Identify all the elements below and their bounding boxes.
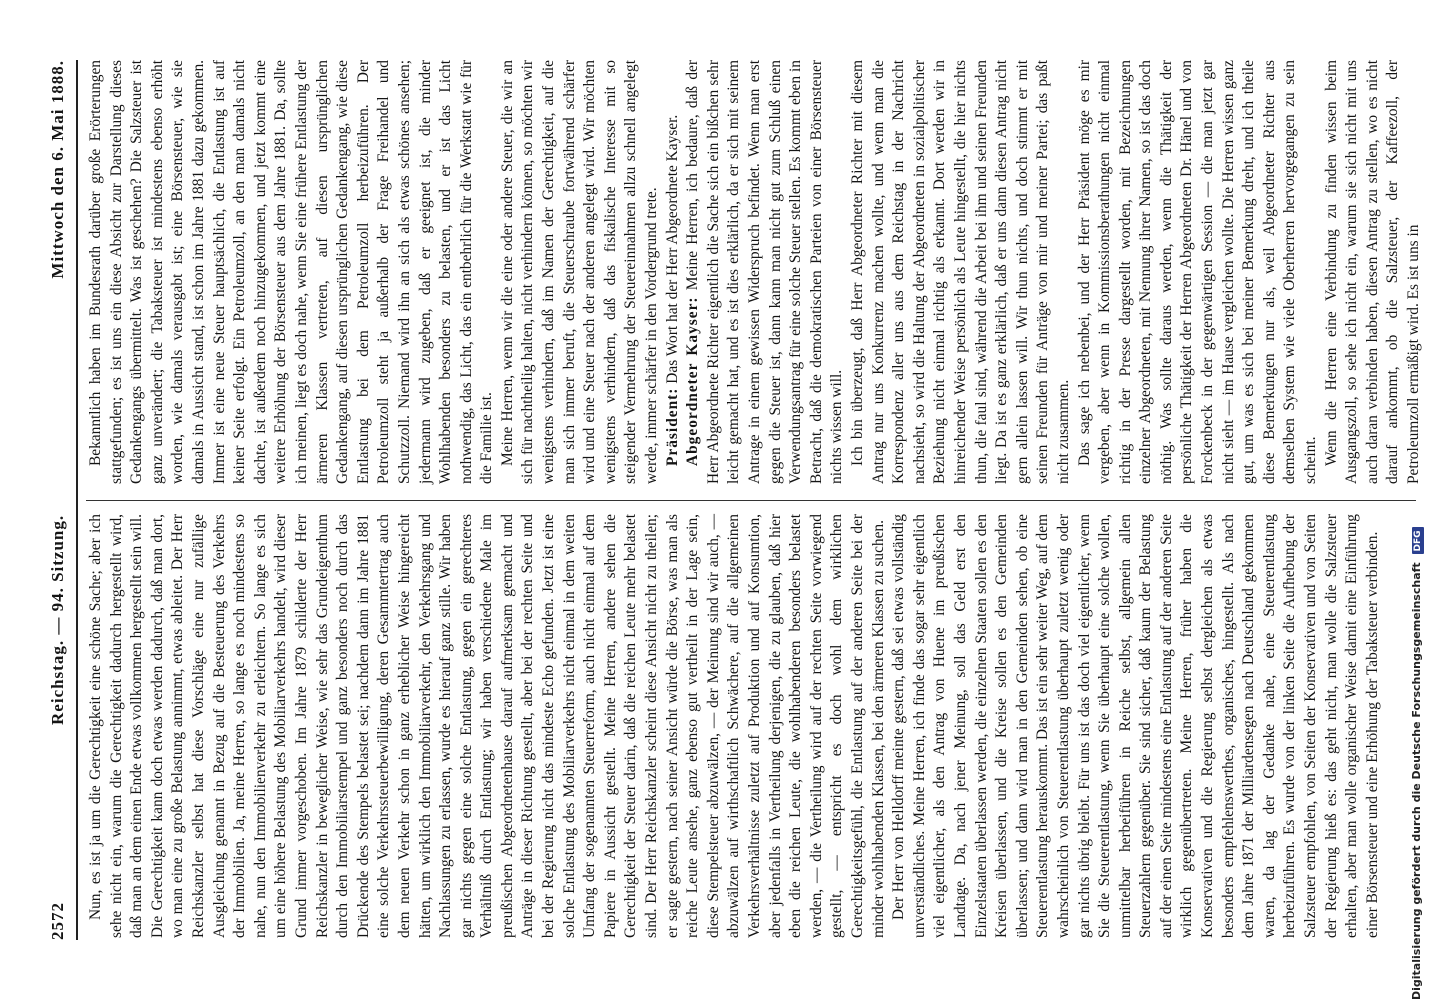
right-column: [86, 60, 1422, 484]
digitization-credit: [1410, 0, 1430, 1000]
speaker-name: Präsident:: [663, 387, 681, 466]
page-header: [48, 60, 74, 940]
column-divider: [86, 500, 1416, 501]
paragraph: Ich bin überzeugt, daß Herr Abgeordneter Richter mit diesem Antrag nur uns Konkurrenz machen wollte, und wenn man die Korrespondenz aller uns aus dem Reichstag in der Nachricht nachsieht, so wird die Haltung der Abgeordneten in sozialpolitischer Beziehung nicht einmal richtig als erkannt. Dort werden wir in hinreichender Weise persönlich als Leute hingestellt, die hier nichts thun, die faul sind, während die Arbeit bei ihm und seinen Freunden liegt. Da ist es ganz erklärlich, daß er uns dann diesen Antrag nicht gern allein lassen will. Wir thun nichts, und doch stimmt er mit seinen Freunden für Anträge von mir und meiner Partei; das paßt nicht zusammen.: [848, 60, 1072, 484]
paragraph: Das sage ich nebenbei, und der Herr Präsident möge es mir vergeben, aber wenn in Kommissionsberathungen nicht einmal richtig in der Presse dargestellt worden, mit Bezeichnungen einzelner Abgeordneten, mit Nennung ihrer Namen, so ist das doch nöthig. Was sollte daraus werden, wenn die Thätigkeit der persönliche Thätigkeit der Herren Abgeordneten Dr. Hänel und von Forckenbeck in der gegenwärtigen Session — die man jetzt gar nicht sieht — im Hause vergleichen wollte. Die Herren wissen ganz gut, um was es sich bei meiner Bemerkung dreht, und ich theile diese Bemerkungen nur als, weil Abgeordneter Richter aus demselben System wie viele Oberherren hervorgegangen zu sein scheint.: [1075, 60, 1320, 484]
paragraph: Abgeordneter Kayser: Meine Herren, ich bedaure, daß der Herr Abgeordnete Richter eigentlich die Sache sich ein bißchen sehr leicht gemacht hat, und es ist dies erklärlich, da er sich mit seinem Antrage in einem gewissen Widerspruch befindet. Wenn man erst gegen die Steuer ist, dann kann man nicht gut zum Schluß einen Verwendungsantrag für eine solche Steuer stellen. Es kommt eben in Betracht, daß die demokratischen Parteien von einer Börsensteuer nichts wissen will.: [684, 60, 846, 484]
paragraph: Der Herr von Helldorff meinte gestern, daß sei etwas vollständig unverständliches. Meine Herren, ich finde das sogar sehr eigentlich viel eigentlicher, als den Antrag von Huene im preußischen Landtage. Da, nach jener Meinung, soll das Geld erst den Einzelstaaten überlassen werden, die einzelnen Staaten sollen es den Kreisen überlassen, und die Kreise sollen es den Gemeinden überlassen; und dann wird man in den Gemeinden sehen, ob eine Steuerentlastung herauskommt. Das ist ein sehr weiter Weg, auf dem wahrscheinlich von Steuerentlastung überhaupt zuletzt wenig oder gar nichts übrig bleibt. Für uns ist das doch viel eigentlicher, wenn Sie die Steuerentlastung, wenn Sie überhaupt eine solche wollen, unmittelbar herbeiführen in Reiche selbst, allgemein allen Steuerzahlern gegenüber. Sie sind sicher, daß kaum der Belastung auf der einen Seite mindestens eine Entlastung auf der anderen Seite wirklich gegenübertreten. Meine Herren, früher haben die Konservativen und die Regierung selbst dergleichen als etwas besonders empfehlenswerthes, organisches, hingestellt. Als nach dem Jahre 1871 der Milliardensegen nach Deutschland gekommen waren, da lag der Gedanke nahe, eine Steuerentlastung herbeizuführen. Es wurde von der linken Seite die Aufhebung der Salzsteuer empfohlen, von Seiten der Konservativen und von Seiten der Regierung hieß es: das geht nicht, man wolle die Salzsteuer erhalten, aber man wolle organischer Weise damit eine Einführung einer Börsensteuer und eine Erhöhung der Tabaksteuer verbinden.: [890, 514, 1381, 938]
credit-text: Digitalisierung gefördert durch die Deutsche Forschungsgemeinschaft: [1410, 562, 1423, 1000]
paragraph: Meine Herren, wenn wir die eine oder andere Steuer, die wir an sich für nachtheilig halten, nicht verhindern können, so möchten wir wenigstens verhindern, daß im Namen der Gerechtigkeit, auf die man sich immer beruft, die Steuerschraube fortwährend schärfer wird und eine Steuer nach der anderen angelegt wird. Wir möchten wenigstens verhindern, daß das fiskalische Interesse mit so steigender Vermehrung der Steuereinnahmen allzu schnell angelegt werde, immer schärfer in den Vordergrund trete.: [498, 60, 661, 484]
speaker-name: Abgeordneter Kayser:: [684, 296, 702, 466]
header-rule: [76, 60, 78, 940]
paragraph: Wenn die Herren eine Verbindung zu finden wissen beim Ausgangszoll, so sehe ich nicht ein, warum sie sich nicht mit uns auch daran verbinden haben, diesen Antrag zu stellen, wo es nicht darauf ankommt, ob die Salzsteuer, der Kaffeezoll, der Petroleumzoll ermäßigt wird. Es ist uns in: [1322, 60, 1422, 484]
page-date: Mittwoch den 6. Mai 1888.: [48, 60, 67, 279]
dfg-logo: DFG: [1412, 527, 1424, 554]
paragraph: Nun, es ist ja um die Gerechtigkeit eine schöne Sache; aber ich sehe nicht ein, warum die Gerechtigkeit dadurch hergestellt wird, daß man an dem einen Ende etwas vollkommen hergestellt sein will. Die Gerechtigkeit kann doch etwas werden dadurch, daß man dort, wo man eine zu große Belastung annimmt, etwas ableitet. Der Herr Reichskanzler selbst hat diese Vorschläge eine nur zufällige Ausgleichung genannt in Bezug auf die Besteuerung des Verkehrs der Immobilien. Ja, meine Herren, so lange es noch mindestens so nahe, nun den Immobilienverkehr zu erleichtern. So lange es sich um eine höhere Belastung des Mobiliarverkehrs handelt, wird dieser Grund immer vorgeschoben. Im Jahre 1879 schilderte der Herr Reichskanzler in beweglicher Weise, wie sehr das Grundeigenthum durch den Immobiliarstempel und ganz besonders noch durch das Drückende des Stempels belastet sei; nachdem dann im Jahre 1881 eine solche Verkehrssteuerbewilligung, deren Gesammtertrag auch dem neuen Verkehr schon in ganz erheblicher Weise hingereicht hätten, um wirklich den Immobiliarverkehr, den Verkehrsgang und Nachlassungen zu erlassen, wurde es hierauf ganz stille. Wir haben gar nichts gegen eine solche Entlastung, gegen ein gerechteres Verhältniß durch Entlastung; wir haben verschiedene Male im preußischen Abgeordnetenhause darauf aufmerksam gemacht und Anträge in dieser Richtung gestellt, aber bei der rechten Seite und bei der Regierung nicht das mindeste Echo gefunden. Jetzt ist eine solche Entlastung des Mobiliarverkehrs nicht einmal in dem weiten Umfang der sogenannten Steuerreform, auch nicht einmal auf dem Papiere in Aussicht gestellt. Meine Herren, andere sehen die Gerechtigkeit der Steuer darin, daß die reichen Leute mehr belastet sind. Der Herr Reichskanzler scheint diese Ansicht nicht zu theilen; er sagte gestern, nach seiner Ansicht würde die Börse, was man als reiche Leute ansehe, ganz ebenso gut vertheilt in der Lage sein, diese Stempelsteuer abzuwälzen, — der Meinung sind wir auch, — abzuwälzen auf wirthschaftlich Schwächere, auf die allgemeinen Verkehrsverhältnisse zuletzt auf Produktion und auf Konsumtion, aber jedenfalls in Vertheilung derjenigen, die zu glauben, daß hier eben die reichen Leute, die wohlhabenderen besonders belastet werden, — die Vertheilung wird auf der rechten Seite vorwiegend gestellt, — entspricht es doch wohl dem wirklichen Gerechtigkeitsgefühl, die Entlastung auf der anderen Seite bei der minder wohlhabenden Klassen, bei den ärmeren Klassen zu suchen.: [87, 514, 887, 938]
page-title: Reichstag. — 94. Sitzung.: [48, 514, 67, 725]
paragraph: Bekanntlich haben im Bundesrath darüber große Erörterungen stattgefunden; es ist uns ein diese Absicht zur Darstellung dieses Gedankengangs übermittelt. Was ist geschehen? Die Salzsteuer ist ganz unverändert; die Tabaksteuer ist mindestens ebenso erhöht worden, wie damals verausgabt ist; eine Börsensteuer, wie sie damals in Aussicht stand, ist schon im Jahre 1881 dazu gekommen. Immer ist eine neue Steuer hauptsächlich, die Entlastung ist auf keiner Seite erfolgt. Ein Petroleumzoll, an den man damals nicht dachte, ist außerdem noch hinzugekommen, und jetzt kommt eine weitere Erhöhung der Börsensteuer aus dem Jahre 1881. Da, sollte ich meinen, liegt es doch nahe, wenn Sie eine frühere Entlastung der ärmeren Klassen vertreten, auf diesen ursprünglichen Gedankengang, auf diesen ursprünglichen Gedankengang, wie diese Entlastung bei dem Petroleumzoll herbeizuführen. Der Petroleumzoll steht ja außerhalb der Frage Freihandel und Schutzzoll. Niemand wird ihn an sich als etwas schönes ansehen; jedermann wird zugeben, daß er geeignet ist, die minder Wohlhabenden besonders zu belasten, und er ist das Licht nothwendig, das Licht, das ein entbehrlich für die Werkstatt wie für die Familie ist.: [87, 60, 496, 484]
paragraph: Präsident: Das Wort hat der Herr Abgeordnete Kayser.: [663, 114, 681, 466]
left-column: [86, 514, 1412, 938]
page-number: 2572: [48, 902, 67, 940]
